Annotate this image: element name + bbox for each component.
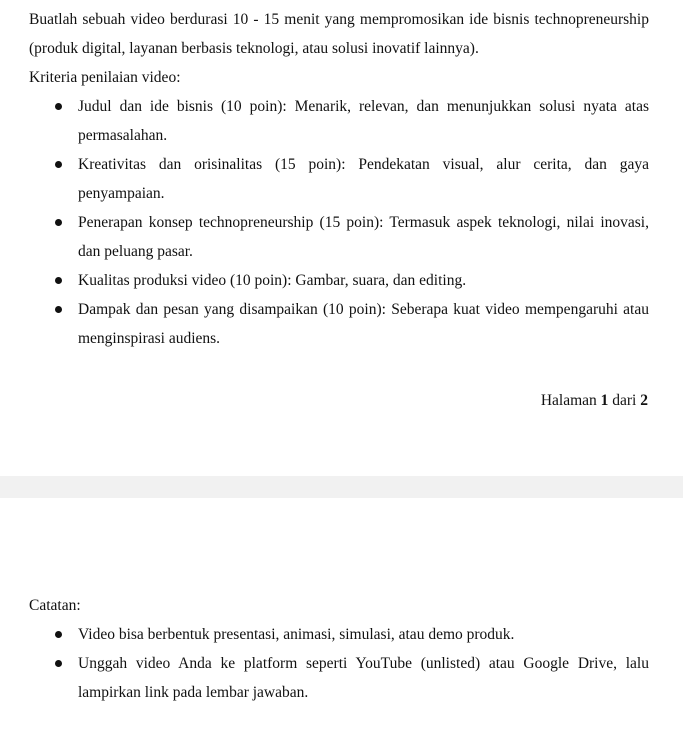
criteria-item-text: Penerapan konsep technopreneurship (15 poin): Termasuk aspek teknologi, nilai inovasi, dan peluang pasar. (78, 214, 649, 260)
criteria-item-text: Kreativitas dan orisinalitas (15 poin): Pendekatan visual, alur cerita, dan gaya penyampaian. (78, 156, 649, 202)
page-number-prefix: Halaman (540, 392, 597, 409)
page-number (541, 386, 648, 415)
page-number-total: 2 (640, 392, 648, 409)
criteria-heading: Kriteria penilaian video: (29, 69, 181, 86)
bullet-icon (55, 219, 62, 226)
bullet-icon (55, 277, 62, 284)
document-page-2 (0, 498, 683, 734)
notes-heading: Catatan: (29, 597, 81, 614)
criteria-item-text: Judul dan ide bisnis (10 poin): Menarik, relevan, dan menunjukkan solusi nyata atas permasalahan. (78, 98, 649, 144)
note-item-text: Video bisa berbentuk presentasi, animasi, simulasi, atau demo produk. (78, 626, 515, 643)
page-number-middle: dari (612, 392, 637, 409)
bullet-icon (55, 660, 62, 667)
intro-paragraph: Buatlah sebuah video berdurasi 10 - 15 menit yang mempromosikan ide bisnis technopreneurship (produk digital, layanan berbasis teknologi, atau solusi inovatif lainnya). (29, 11, 649, 57)
note-item-text: Unggah video Anda ke platform seperti YouTube (unlisted) atau Google Drive, lalu lampirkan link pada lembar jawaban. (78, 655, 649, 701)
bullet-icon (55, 306, 62, 313)
criteria-item-text: Dampak dan pesan yang disampaikan (10 poin): Seberapa kuat video mempengaruhi atau menginspirasi audiens. (78, 301, 649, 347)
criteria-item-text: Kualitas produksi video (10 poin): Gambar, suara, dan editing. (78, 272, 467, 289)
bullet-icon (55, 103, 62, 110)
bullet-icon (55, 161, 62, 168)
page-separator (0, 476, 683, 498)
bullet-icon (55, 631, 62, 638)
page-number-current: 1 (600, 392, 609, 409)
